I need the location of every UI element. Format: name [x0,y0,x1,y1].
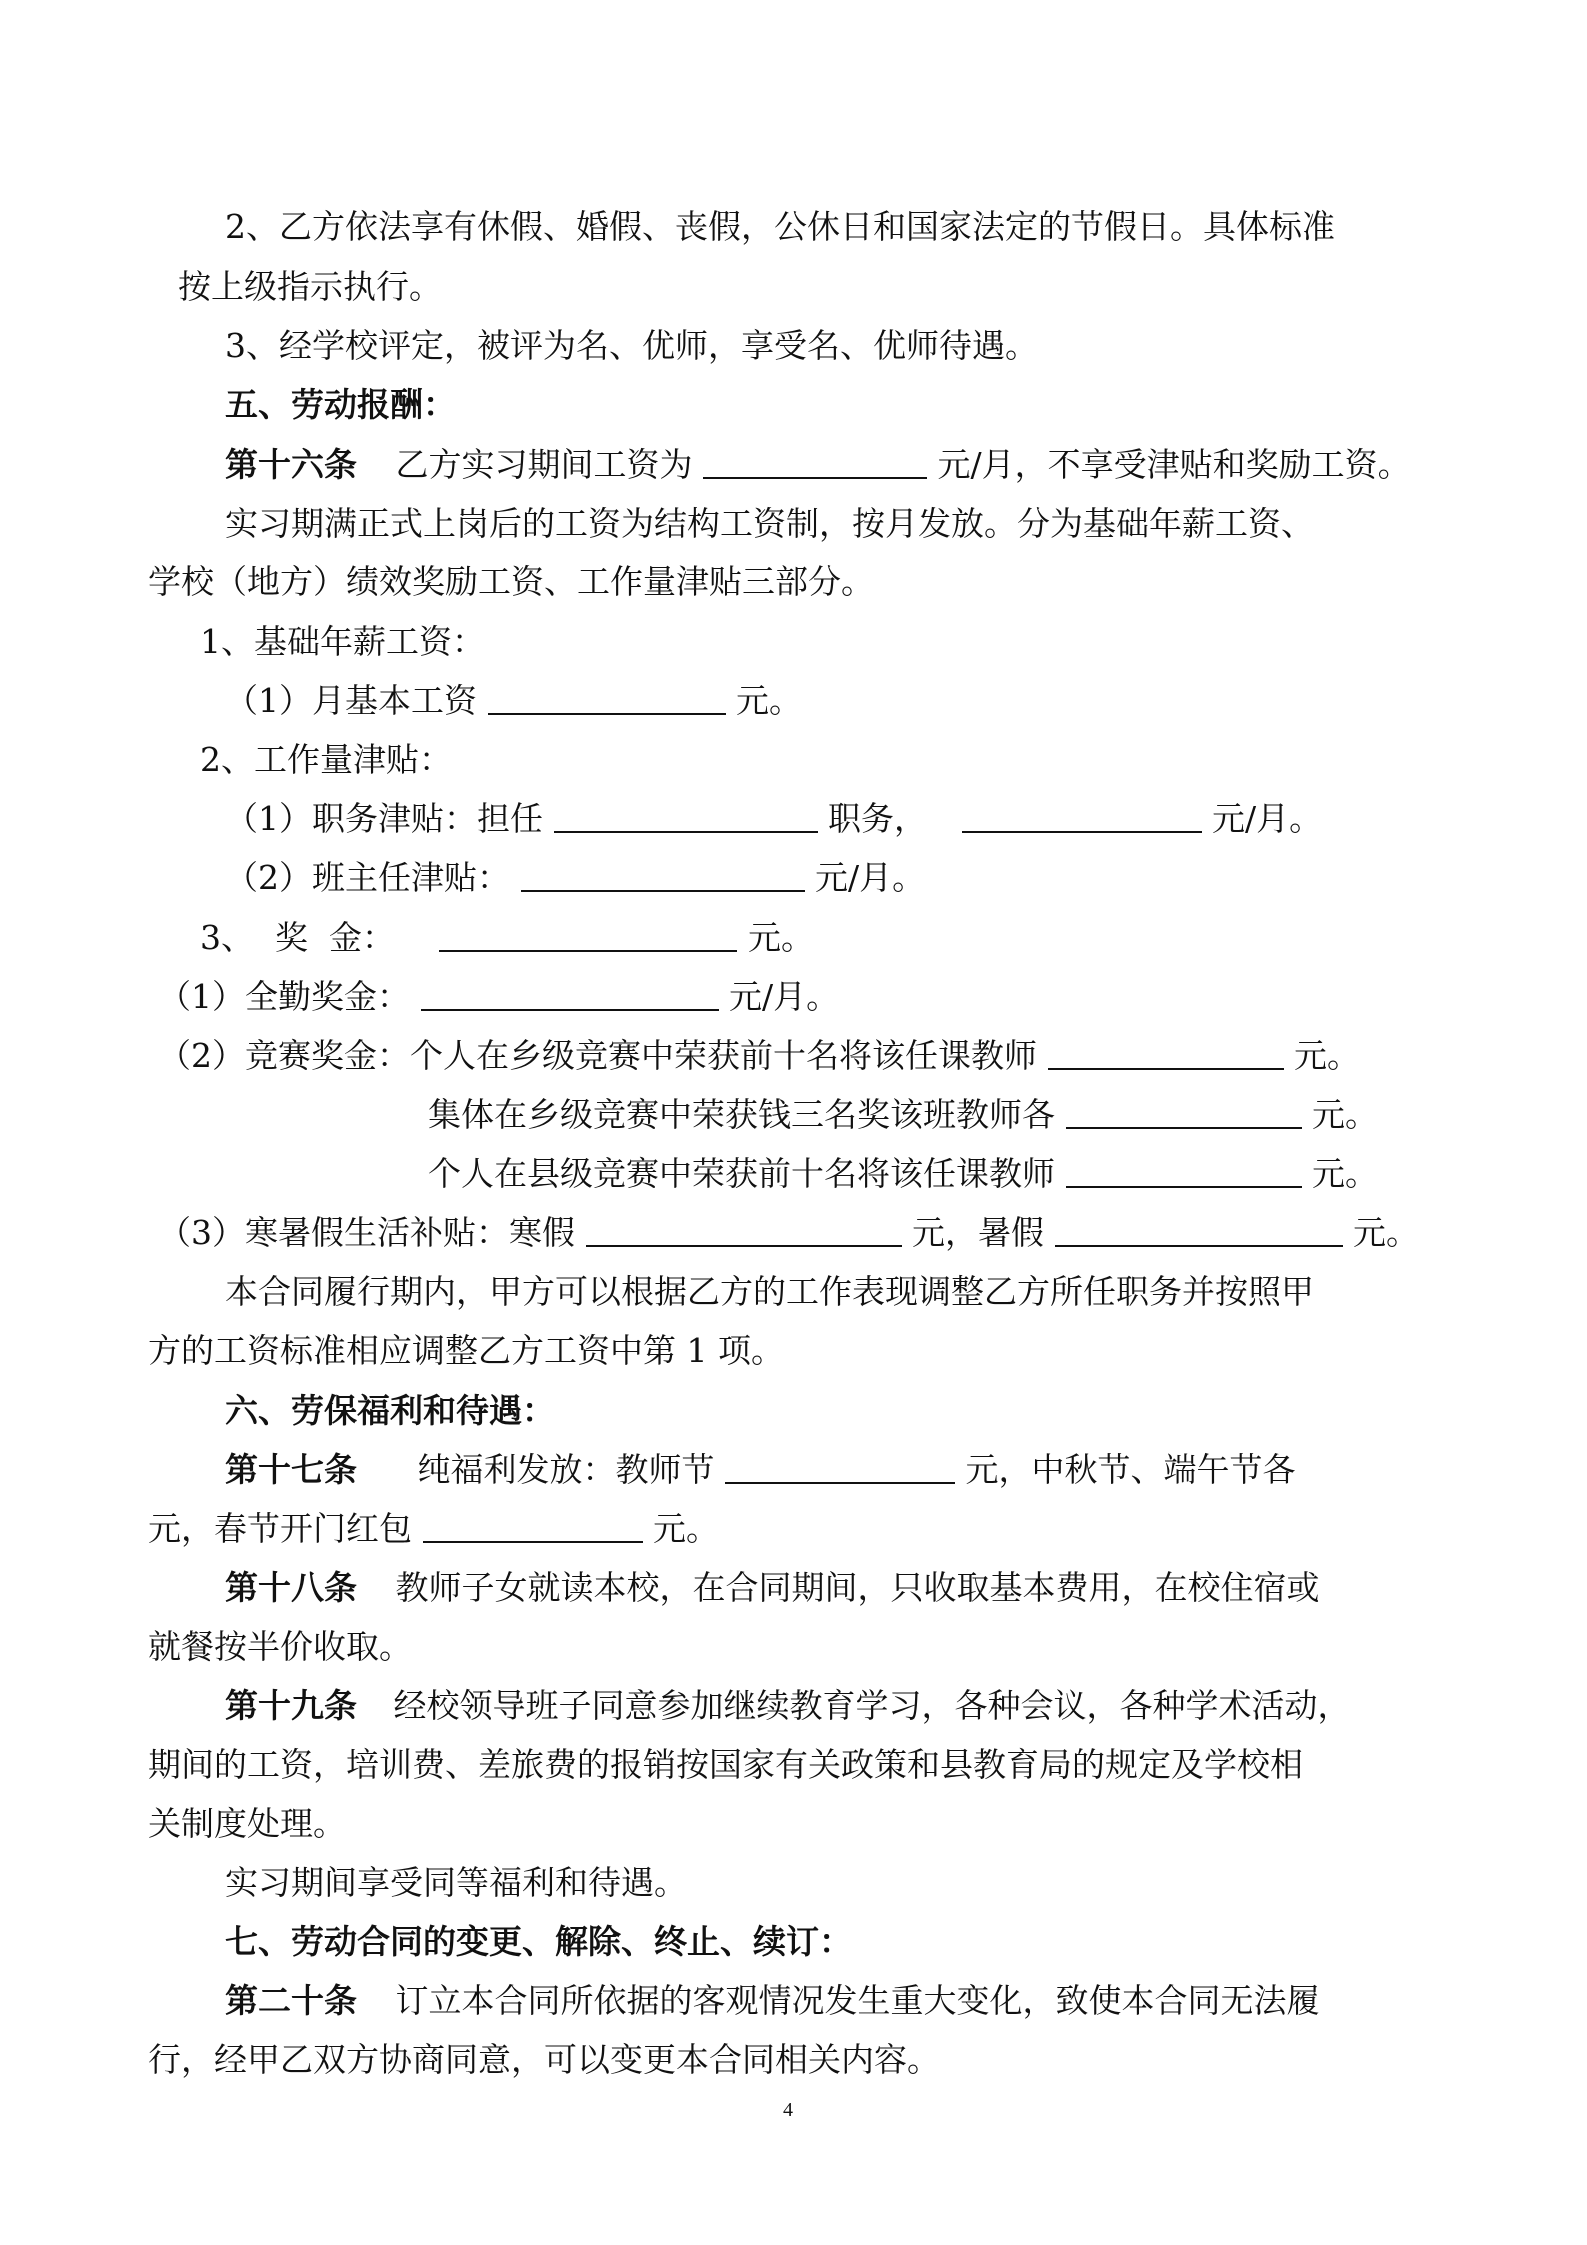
paragraph-text: 教师子女就读本校，在合同期间，只收取基本费用，在校住宿或 [395,1568,1320,1607]
paragraph-text: 元。 [736,681,802,720]
article-label: 第十七条 [225,1450,357,1489]
paragraph-text: 元/月，不享受津贴和奖励工资。 [937,445,1411,484]
paragraph-text: 方的工资标准相应调整乙方工资中第 1 项。 [148,1331,784,1370]
paragraph-text: 3、经学校评定，被评为名、优师，享受名、优师待遇。 [225,326,1038,365]
paragraph-text: 乙方实习期间工资为 [395,445,693,484]
text-line [225,854,925,902]
article-line [225,1682,1351,1730]
page-number: 4 [783,2099,793,2121]
text-line [148,1505,719,1553]
text-line [158,1032,1360,1080]
section-heading [225,1918,852,1966]
paragraph-text: 本合同履行期内，甲方可以根据乙方的工作表现调整乙方所任职务并按照甲 [225,1272,1314,1311]
paragraph-text: 集体在乡级竞赛中荣获钱三名奖该班教师各 [428,1095,1055,1134]
paragraph-text: 纯福利发放：教师节 [417,1450,715,1489]
text-line [225,677,802,725]
fill-blank[interactable] [421,973,719,1011]
article-label: 第十八条 [225,1568,357,1607]
text-line [225,322,1038,370]
fill-blank[interactable] [962,795,1202,833]
paragraph-text: 职务， [828,799,927,838]
text-line [148,558,874,606]
paragraph-text: 元。 [1353,1213,1419,1252]
paragraph-text: 元。 [1312,1095,1378,1134]
paragraph-text: 3、 奖 金： [200,918,395,957]
paragraph-text: 元。 [653,1509,719,1548]
article-label: 第十六条 [225,445,357,484]
paragraph-text: 元，中秋节、端午节各 [965,1450,1296,1489]
paragraph-text: 元。 [747,918,814,957]
section-heading [225,381,456,429]
fill-blank[interactable] [423,1505,643,1543]
fill-blank[interactable] [521,854,805,892]
fill-blank[interactable] [554,795,818,833]
paragraph-text: 2、乙方依法享有休假、婚假、丧假，公休日和国家法定的节假日。具体标准 [225,207,1335,246]
paragraph-text: 元，暑假 [912,1213,1044,1252]
fill-blank[interactable] [1066,1150,1302,1188]
fill-blank[interactable] [703,441,927,479]
article-label: 第十九条 [225,1686,357,1725]
article-line [225,1446,1296,1494]
fill-blank[interactable] [1066,1091,1302,1129]
text-line [148,1623,412,1671]
paragraph-text: 按上级指示执行。 [178,267,442,306]
text-line [200,736,452,784]
fill-blank[interactable] [1048,1032,1284,1070]
paragraph-text: （1）全勤奖金： [158,977,410,1016]
text-line [158,1209,1419,1257]
paragraph-text: （3）寒暑假生活补贴：寒假 [158,1213,575,1252]
text-line [225,1859,687,1907]
paragraph-text: 就餐按半价收取。 [148,1627,412,1666]
text-line [178,263,442,311]
text-line [225,1268,1314,1316]
paragraph-text: 订立本合同所依据的客观情况发生重大变化，致使本合同无法履 [395,1981,1320,2020]
paragraph-text: 经校领导班子同意参加继续教育学习，各种会议，各种学术活动， [393,1686,1351,1725]
section-heading-text: 六、劳保福利和待遇： [225,1391,555,1430]
paragraph-text: （1）职务津贴：担任 [225,799,543,838]
paragraph-text: 实习期满正式上岗后的工资为结构工资制，按月发放。分为基础年薪工资、 [225,504,1314,543]
article-label: 第二十条 [225,1981,357,2020]
fill-blank[interactable] [586,1209,902,1247]
section-heading [225,1387,555,1435]
paragraph-text: 2、工作量津贴： [200,740,452,779]
fill-blank[interactable] [488,677,726,715]
paragraph-text: 学校（地方）绩效奖励工资、工作量津贴三部分。 [148,562,874,601]
paragraph-text: （1）月基本工资 [225,681,477,720]
text-line [428,1091,1378,1139]
text-line [148,1327,784,1375]
paragraph-text: 1、基础年薪工资： [200,622,485,661]
paragraph-text: 元。 [1312,1154,1378,1193]
paragraph-text: 个人在县级竞赛中荣获前十名将该任课教师 [428,1154,1055,1193]
paragraph-text: 期间的工资，培训费、差旅费的报销按国家有关政策和县教育局的规定及学校相 [148,1745,1303,1784]
article-line [225,1977,1320,2025]
fill-blank[interactable] [1055,1209,1343,1247]
paragraph-text: 元/月。 [729,977,840,1016]
paragraph-text: （2）竞赛奖金：个人在乡级竞赛中荣获前十名将该任课教师 [158,1036,1037,1075]
fill-blank[interactable] [725,1446,955,1484]
text-line [148,1800,346,1848]
fill-blank[interactable] [439,914,737,952]
text-line [225,795,1322,843]
paragraph-text: 元/月。 [1212,799,1323,838]
text-line [158,973,839,1021]
paragraph-text: 元。 [1294,1036,1360,1075]
article-line [225,1564,1320,1612]
text-line [428,1150,1378,1198]
text-line [200,914,814,962]
paragraph-text: 元，春节开门红包 [148,1509,412,1548]
paragraph-text: 元/月。 [815,858,926,897]
paragraph-text: 关制度处理。 [148,1804,346,1843]
section-heading-text: 七、劳动合同的变更、解除、终止、续订： [225,1922,852,1961]
text-line [225,203,1335,251]
article-line [225,441,1411,489]
paragraph-text: （2）班主任津贴： [225,858,510,897]
text-line [148,1741,1303,1789]
text-line [148,2036,940,2084]
text-line [225,500,1314,548]
paragraph-text: 实习期间享受同等福利和待遇。 [225,1863,687,1902]
section-heading-text: 五、劳动报酬： [225,385,456,424]
paragraph-text: 行，经甲乙双方协商同意，可以变更本合同相关内容。 [148,2040,940,2079]
text-line [200,618,485,666]
